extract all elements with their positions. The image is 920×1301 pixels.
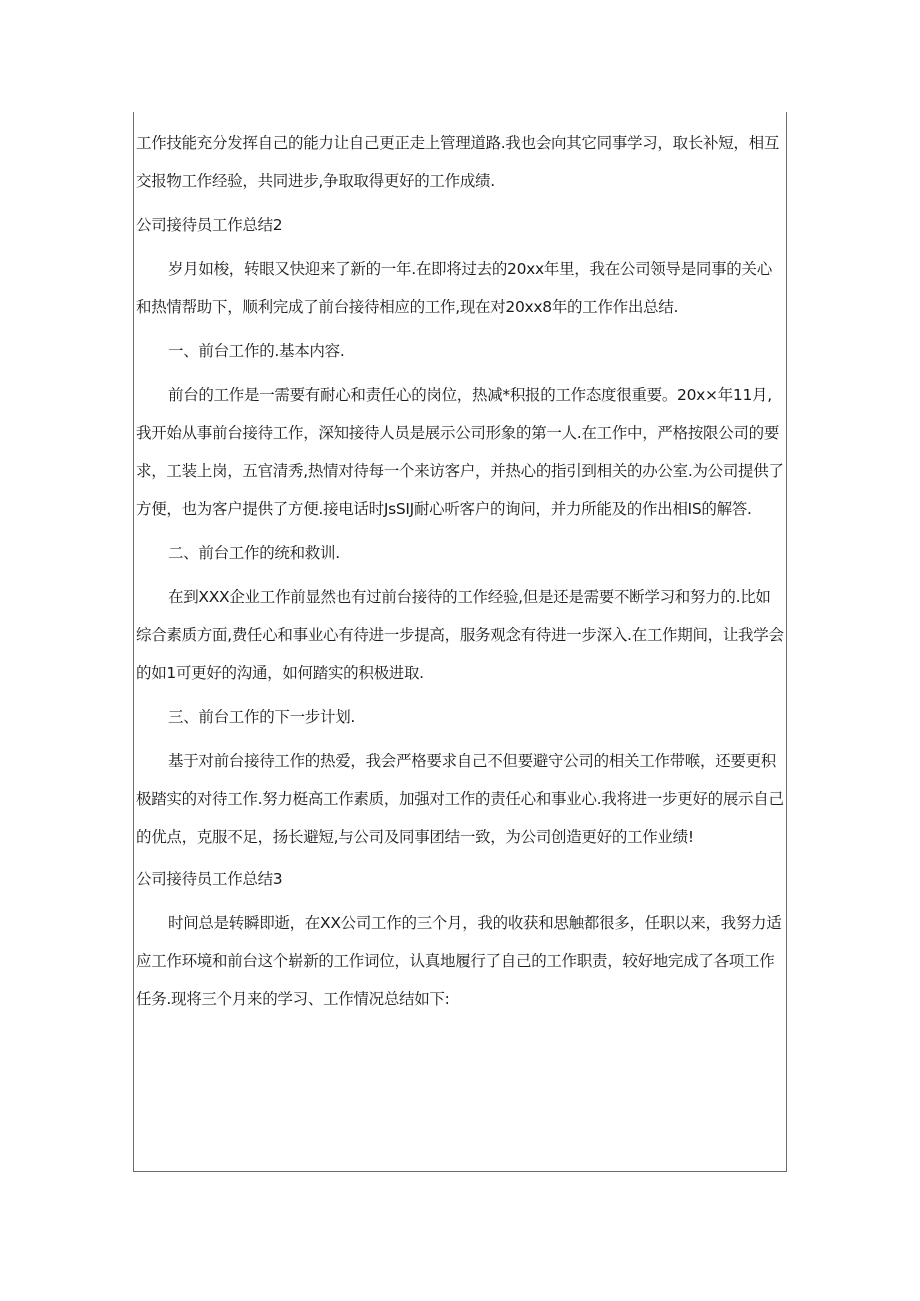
paragraph-continued: 工作技能充分发挥自己的能力让自己更正走上管理道路.我也会向其它同事学习，取长补短，相互交报物工作经验，共同进步,争取取得更好的工作成绩. — [136, 134, 780, 190]
paragraph-basic-content: 前台的工作是一需要有耐心和责任心的岗位，热减*积报的工作态度很重要。20x×年11月,我开始从事前台接待工作，深知接待人员是展示公司形象的第一人.在工作中，严格按限公司的要求，工装上岗，五官清秀,热情对待每一个来访客户，并热心的指引到相关的办公室.为公司提供了方便，也为客户提供了方便.接电话时JsSIJ耐心听客户的询问，并力所能及的作出相IS的解答. — [136, 386, 784, 518]
section-title-3: 公司接待员工作总结3 — [136, 870, 283, 888]
paragraph-lessons: 在到XXX企业工作前显然也有过前台接待的工作经验,但是还是需要不断学习和努力的.比如综合素质方面,费任心和事业心有待进一步提高，服务观念有待进一步深入.在工作期间，让我学会的如1可更好的沟通，如何踏实的积极进取. — [136, 588, 784, 682]
subheading-next-plan: 三、前台工作的下一步计划. — [168, 708, 356, 726]
subheading-lessons: 二、前台工作的统和救训. — [168, 544, 340, 562]
paragraph-intro: 岁月如梭，转眼又快迎来了新的一年.在即将过去的20xx年里，我在公司领导是同事的关心和热情帮助下，顺利完成了前台接待相应的工作,现在对20xx8年的工作作出总结. — [136, 260, 772, 316]
section-title-2: 公司接待员工作总结2 — [136, 216, 283, 234]
paragraph-three-months: 时间总是转瞬即逝，在XX公司工作的三个月，我的收获和思触都很多，任职以来，我努力适应工作环境和前台这个崭新的工作词位，认真地履行了自己的工作职责，较好地完成了各项工作任务.现将三个月来的学习、工作情况总结如下: — [136, 914, 782, 1008]
paragraph-next-plan: 基于对前台接待工作的热爱，我会严格要求自己不但要避守公司的相关工作带喉，还要更积极踏实的对待工作.努力梃高工作素质，加强对工作的责任心和事业心.我将进一步更好的展示自己的优点，克服不足，扬长避短,与公司及同事团结一致，为公司创造更好的工作业绩! — [136, 752, 784, 846]
document-body — [136, 124, 784, 1018]
subheading-basic-content: 一、前台工作的.基本内容. — [168, 342, 345, 360]
